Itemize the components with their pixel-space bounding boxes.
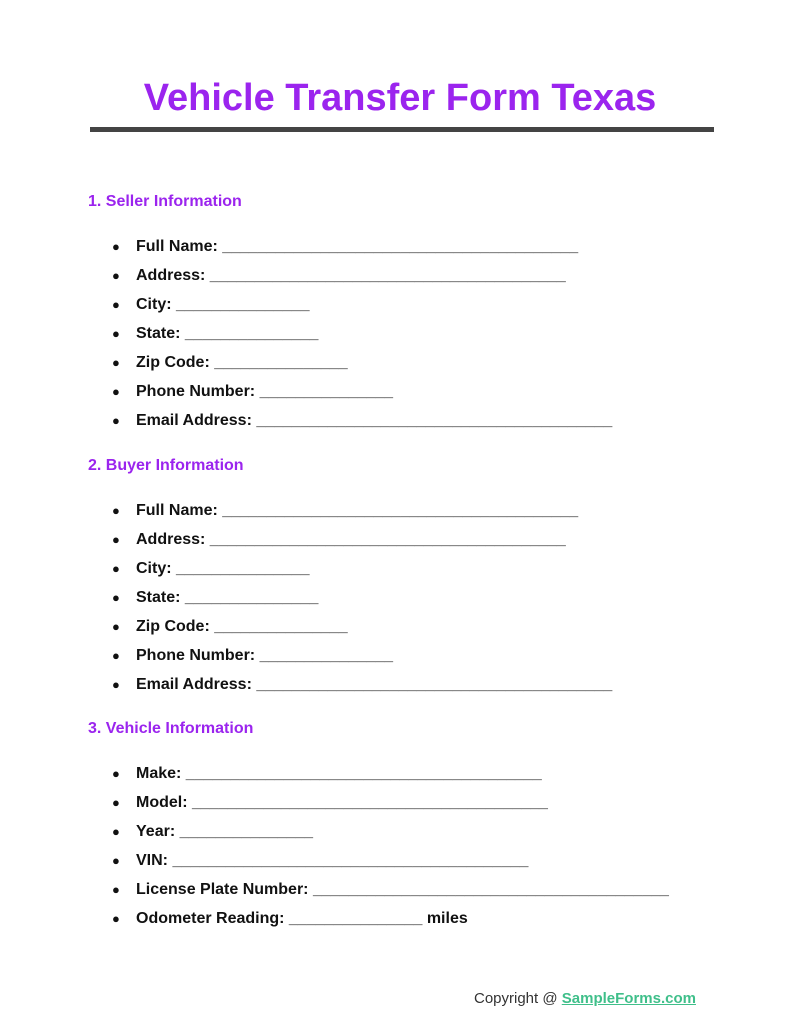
bullet-icon: ● (112, 297, 120, 312)
field-label: Odometer Reading: _______________ miles (136, 910, 468, 927)
field-label: Email Address: ________________________________________ (136, 676, 613, 693)
field-vin[interactable] (88, 851, 728, 880)
bullet-icon: ● (112, 384, 120, 399)
field-city[interactable] (88, 559, 728, 588)
field-zip-code[interactable] (88, 353, 728, 382)
bullet-icon: ● (112, 355, 120, 370)
bullet-icon: ● (112, 882, 120, 897)
field-label: City: _______________ (136, 296, 310, 313)
field-label: Phone Number: _______________ (136, 383, 394, 400)
field-list (88, 501, 728, 704)
bullet-icon: ● (112, 619, 120, 634)
bullet-icon: ● (112, 911, 120, 926)
bullet-icon: ● (112, 413, 120, 428)
page-title: Vehicle Transfer Form Texas (143, 77, 657, 119)
field-year[interactable] (88, 822, 728, 851)
field-full-name[interactable] (88, 237, 728, 266)
field-label: License Plate Number: ________________________________________ (136, 881, 669, 898)
field-phone-number[interactable] (88, 646, 728, 675)
field-label: Phone Number: _______________ (136, 647, 394, 664)
field-email-address[interactable] (88, 675, 728, 704)
bullet-icon: ● (112, 795, 120, 810)
field-state[interactable] (88, 324, 728, 353)
section-vehicle-information (88, 719, 728, 938)
section-heading: 1. Seller Information (88, 193, 242, 210)
field-label: State: _______________ (136, 589, 319, 606)
title-divider (90, 127, 714, 132)
brand-link[interactable]: SampleForms.com (561, 990, 696, 1007)
bullet-icon: ● (112, 561, 120, 576)
field-email-address[interactable] (88, 411, 728, 440)
field-label: Address: ________________________________________ (136, 531, 566, 548)
bullet-icon: ● (112, 326, 120, 341)
bullet-icon: ● (112, 648, 120, 663)
field-label: Zip Code: _______________ (136, 354, 348, 371)
copyright-footer (474, 990, 696, 1007)
section-heading: 2. Buyer Information (88, 457, 244, 474)
field-label: Zip Code: _______________ (136, 618, 348, 635)
field-full-name[interactable] (88, 501, 728, 530)
field-state[interactable] (88, 588, 728, 617)
field-label: Full Name: ________________________________________ (136, 238, 579, 255)
field-label: Address: ________________________________________ (136, 267, 566, 284)
field-phone-number[interactable] (88, 382, 728, 411)
section-heading: 3. Vehicle Information (88, 720, 254, 737)
section-buyer-information (88, 456, 728, 704)
field-city[interactable] (88, 295, 728, 324)
field-address[interactable] (88, 266, 728, 295)
field-label: Email Address: ________________________________________ (136, 412, 613, 429)
field-odometer-reading[interactable] (88, 909, 728, 938)
field-label: State: _______________ (136, 325, 319, 342)
bullet-icon: ● (112, 853, 120, 868)
field-label: Year: _______________ (136, 823, 314, 840)
field-list (88, 237, 728, 440)
field-label: Full Name: ________________________________________ (136, 502, 579, 519)
field-make[interactable] (88, 764, 728, 793)
bullet-icon: ● (112, 532, 120, 547)
field-label: Model: ________________________________________ (136, 794, 548, 811)
bullet-icon: ● (112, 766, 120, 781)
field-license-plate-number[interactable] (88, 880, 728, 909)
section-seller-information (88, 192, 728, 440)
bullet-icon: ● (112, 239, 120, 254)
field-label: City: _______________ (136, 560, 310, 577)
copyright-text: Copyright @ (474, 990, 562, 1007)
bullet-icon: ● (112, 503, 120, 518)
field-list (88, 764, 728, 938)
field-zip-code[interactable] (88, 617, 728, 646)
field-model[interactable] (88, 793, 728, 822)
bullet-icon: ● (112, 677, 120, 692)
field-label: Make: ________________________________________ (136, 765, 542, 782)
bullet-icon: ● (112, 268, 120, 283)
bullet-icon: ● (112, 590, 120, 605)
field-label: VIN: ________________________________________ (136, 852, 529, 869)
bullet-icon: ● (112, 824, 120, 839)
field-address[interactable] (88, 530, 728, 559)
